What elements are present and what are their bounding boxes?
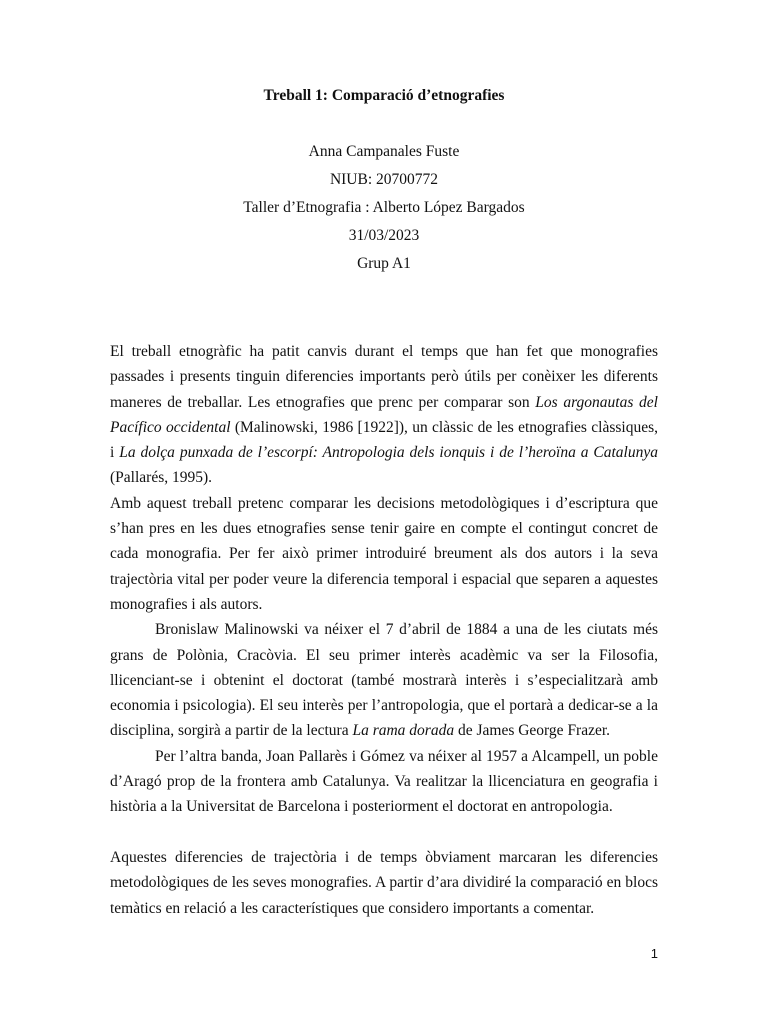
page-number: 1 [650, 946, 658, 961]
paragraph-aim: Amb aquest treball pretenc comparar les decisions metodològiques i d’escriptura que s’han pres en les dues etnografies sense tenir gaire en compte el contingut concret de cada monografia. Per fer això primer introduiré breument als dos autors i la seva trajectòria vital per poder veure la diferencia temporal i espacial que separen a aquestes monografies i als autors. [110, 494, 658, 613]
paragraph-text: El treball etnogràfic ha patit canvis durant el temps que han fet que monografies passades i presents tinguin diferencies importants però útils per conèixer les diferents maneres de treballar. Les etnografies que prenc per comparar son [110, 343, 658, 411]
group-label: Grup A1 [357, 255, 411, 272]
paragraph-text: (Malinowski, 1986 [1922]), un clàssic de les etnografies clàssiques, i [110, 418, 658, 462]
body-text [110, 339, 658, 921]
author-name: Anna Campanales Fuste [308, 143, 460, 160]
document-date: 31/03/2023 [348, 227, 420, 244]
paragraph-intro [110, 339, 658, 491]
student-id: NIUB: 20700772 [329, 171, 439, 188]
paragraph-text: de James George Frazer. [454, 722, 611, 740]
book-title: Los argonautas del Pacífico occidental [110, 393, 658, 436]
paragraph-text: (Pallarés, 1995). [110, 469, 213, 487]
course-name: Taller d’Etnografia : Alberto López Bargados [243, 199, 525, 216]
book-title: La dolça punxada de l’escorpí: Antropologia dels ionquis i de l’heroïna a Catalunya [119, 444, 658, 462]
paragraph-conclusion: Aquestes diferencies de trajectòria i de temps òbviament marcaran les diferencies metodològiques de les seves monografies. A partir d’ara dividiré la comparació en blocs temàtics en relació a les característiques que considero importants a comentar. [110, 848, 658, 917]
book-title: La rama dorada [352, 722, 455, 740]
document-title: Treball 1: Comparació d’etnografies [263, 87, 505, 104]
paragraph-malinowski [110, 617, 658, 743]
paragraph-text: Bronislaw Malinowski va néixer el 7 d’abril de 1884 a una de les ciutats més grans de Polònia, Cracòvia. El seu primer interès acadèmic va ser la Filosofia, llicenciant-se i obtenint el doctorat (també mostrarà interès i s’especialitzarà amb economia i psicologia). El seu interès per l’antropologia, que el portarà a dedicar-se a la disciplina, sorgirà a partir de la lectura [110, 621, 658, 740]
paragraph-pallares: Per l’altra banda, Joan Pallarès i Gómez va néixer al 1957 a Alcampell, un poble d’Aragó prop de la frontera amb Catalunya. Va realitzar la llicenciatura en geografia i història a la Universitat de Barcelona i posteriorment el doctorat en antropologia. [110, 747, 658, 816]
